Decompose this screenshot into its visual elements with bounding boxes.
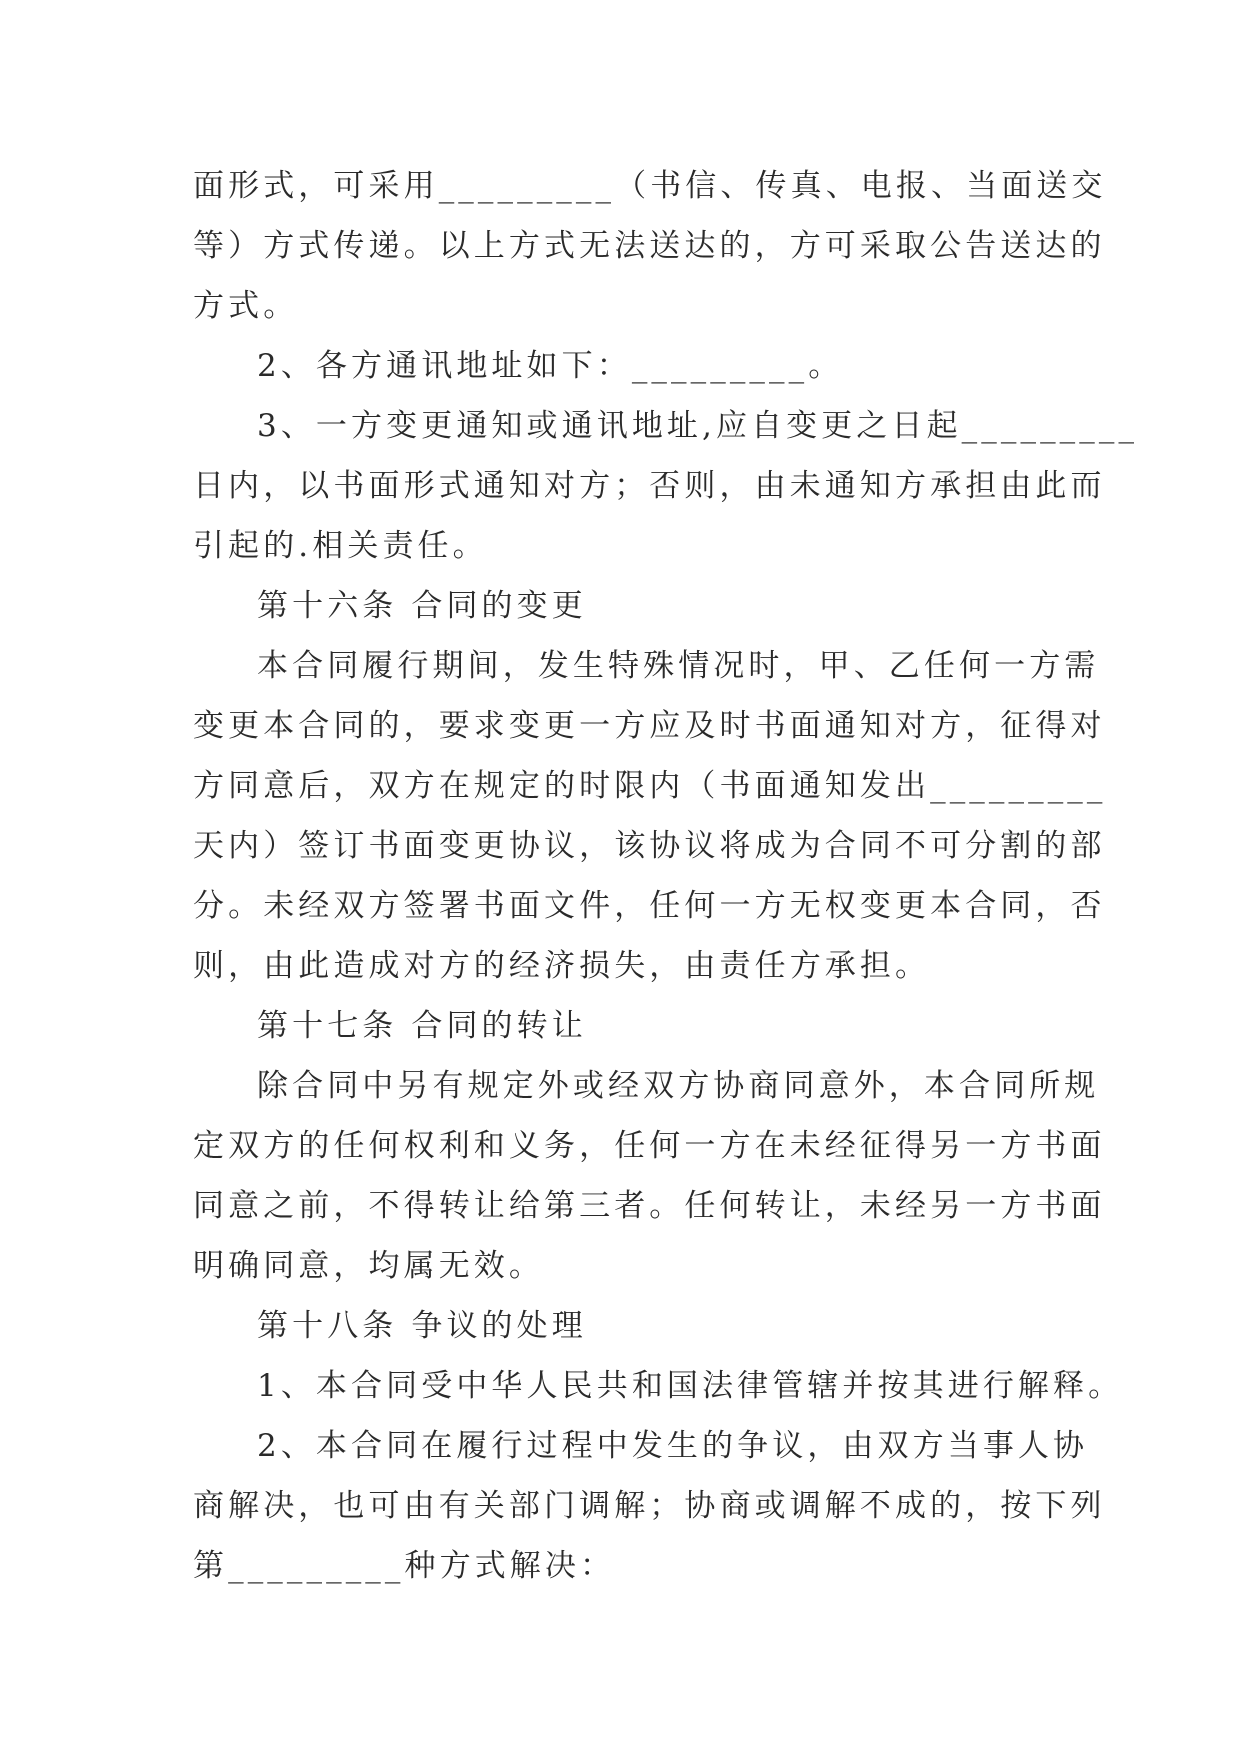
section-heading: 第十六条 合同的变更	[257, 588, 587, 624]
text-line: 2、各方通讯地址如下：_________。	[257, 348, 844, 384]
text-line: 等）方式传递。以上方式无法送达的，方可采取公告送达的	[193, 228, 1106, 264]
text-line: 除合同中另有规定外或经双方协商同意外，本合同所规	[257, 1068, 1100, 1104]
text-line: 方式。	[193, 288, 299, 324]
text-line: 3、一方变更通知或通讯地址,应自变更之日起_________	[257, 408, 1139, 444]
document-body	[193, 156, 1139, 1596]
section-heading: 第十八条 争议的处理	[257, 1308, 587, 1344]
text-line: 1、本合同受中华人民共和国法律管辖并按其进行解释。	[257, 1368, 1124, 1404]
text-line: 第_________种方式解决：	[193, 1548, 616, 1584]
text-line: 变更本合同的，要求变更一方应及时书面通知对方，征得对	[193, 708, 1106, 744]
text-line: 商解决，也可由有关部门调解；协商或调解不成的，按下列	[193, 1488, 1106, 1524]
text-line: 面形式，可采用_________（书信、传真、电报、当面送交	[193, 168, 1107, 204]
text-line: 同意之前，不得转让给第三者。任何转让，未经另一方书面	[193, 1188, 1106, 1224]
text-line: 则，由此造成对方的经济损失，由责任方承担。	[193, 948, 931, 984]
text-line: 本合同履行期间，发生特殊情况时，甲、乙任何一方需	[257, 648, 1100, 684]
text-line: 日内，以书面形式通知对方；否则，由未通知方承担由此而	[193, 468, 1106, 504]
text-line: 分。未经双方签署书面文件，任何一方无权变更本合同，否	[193, 888, 1106, 924]
text-line: 引起的.相关责任。	[193, 528, 488, 564]
text-line: 2、本合同在履行过程中发生的争议，由双方当事人协	[257, 1428, 1089, 1464]
text-line: 天内）签订书面变更协议，该协议将成为合同不可分割的部	[193, 828, 1106, 864]
text-line: 明确同意，均属无效。	[193, 1248, 544, 1284]
text-line: 定双方的任何权利和义务，任何一方在未经征得另一方书面	[193, 1128, 1106, 1164]
section-heading: 第十七条 合同的转让	[257, 1008, 587, 1044]
text-line: 方同意后，双方在规定的时限内（书面通知发出_________	[193, 768, 1107, 804]
